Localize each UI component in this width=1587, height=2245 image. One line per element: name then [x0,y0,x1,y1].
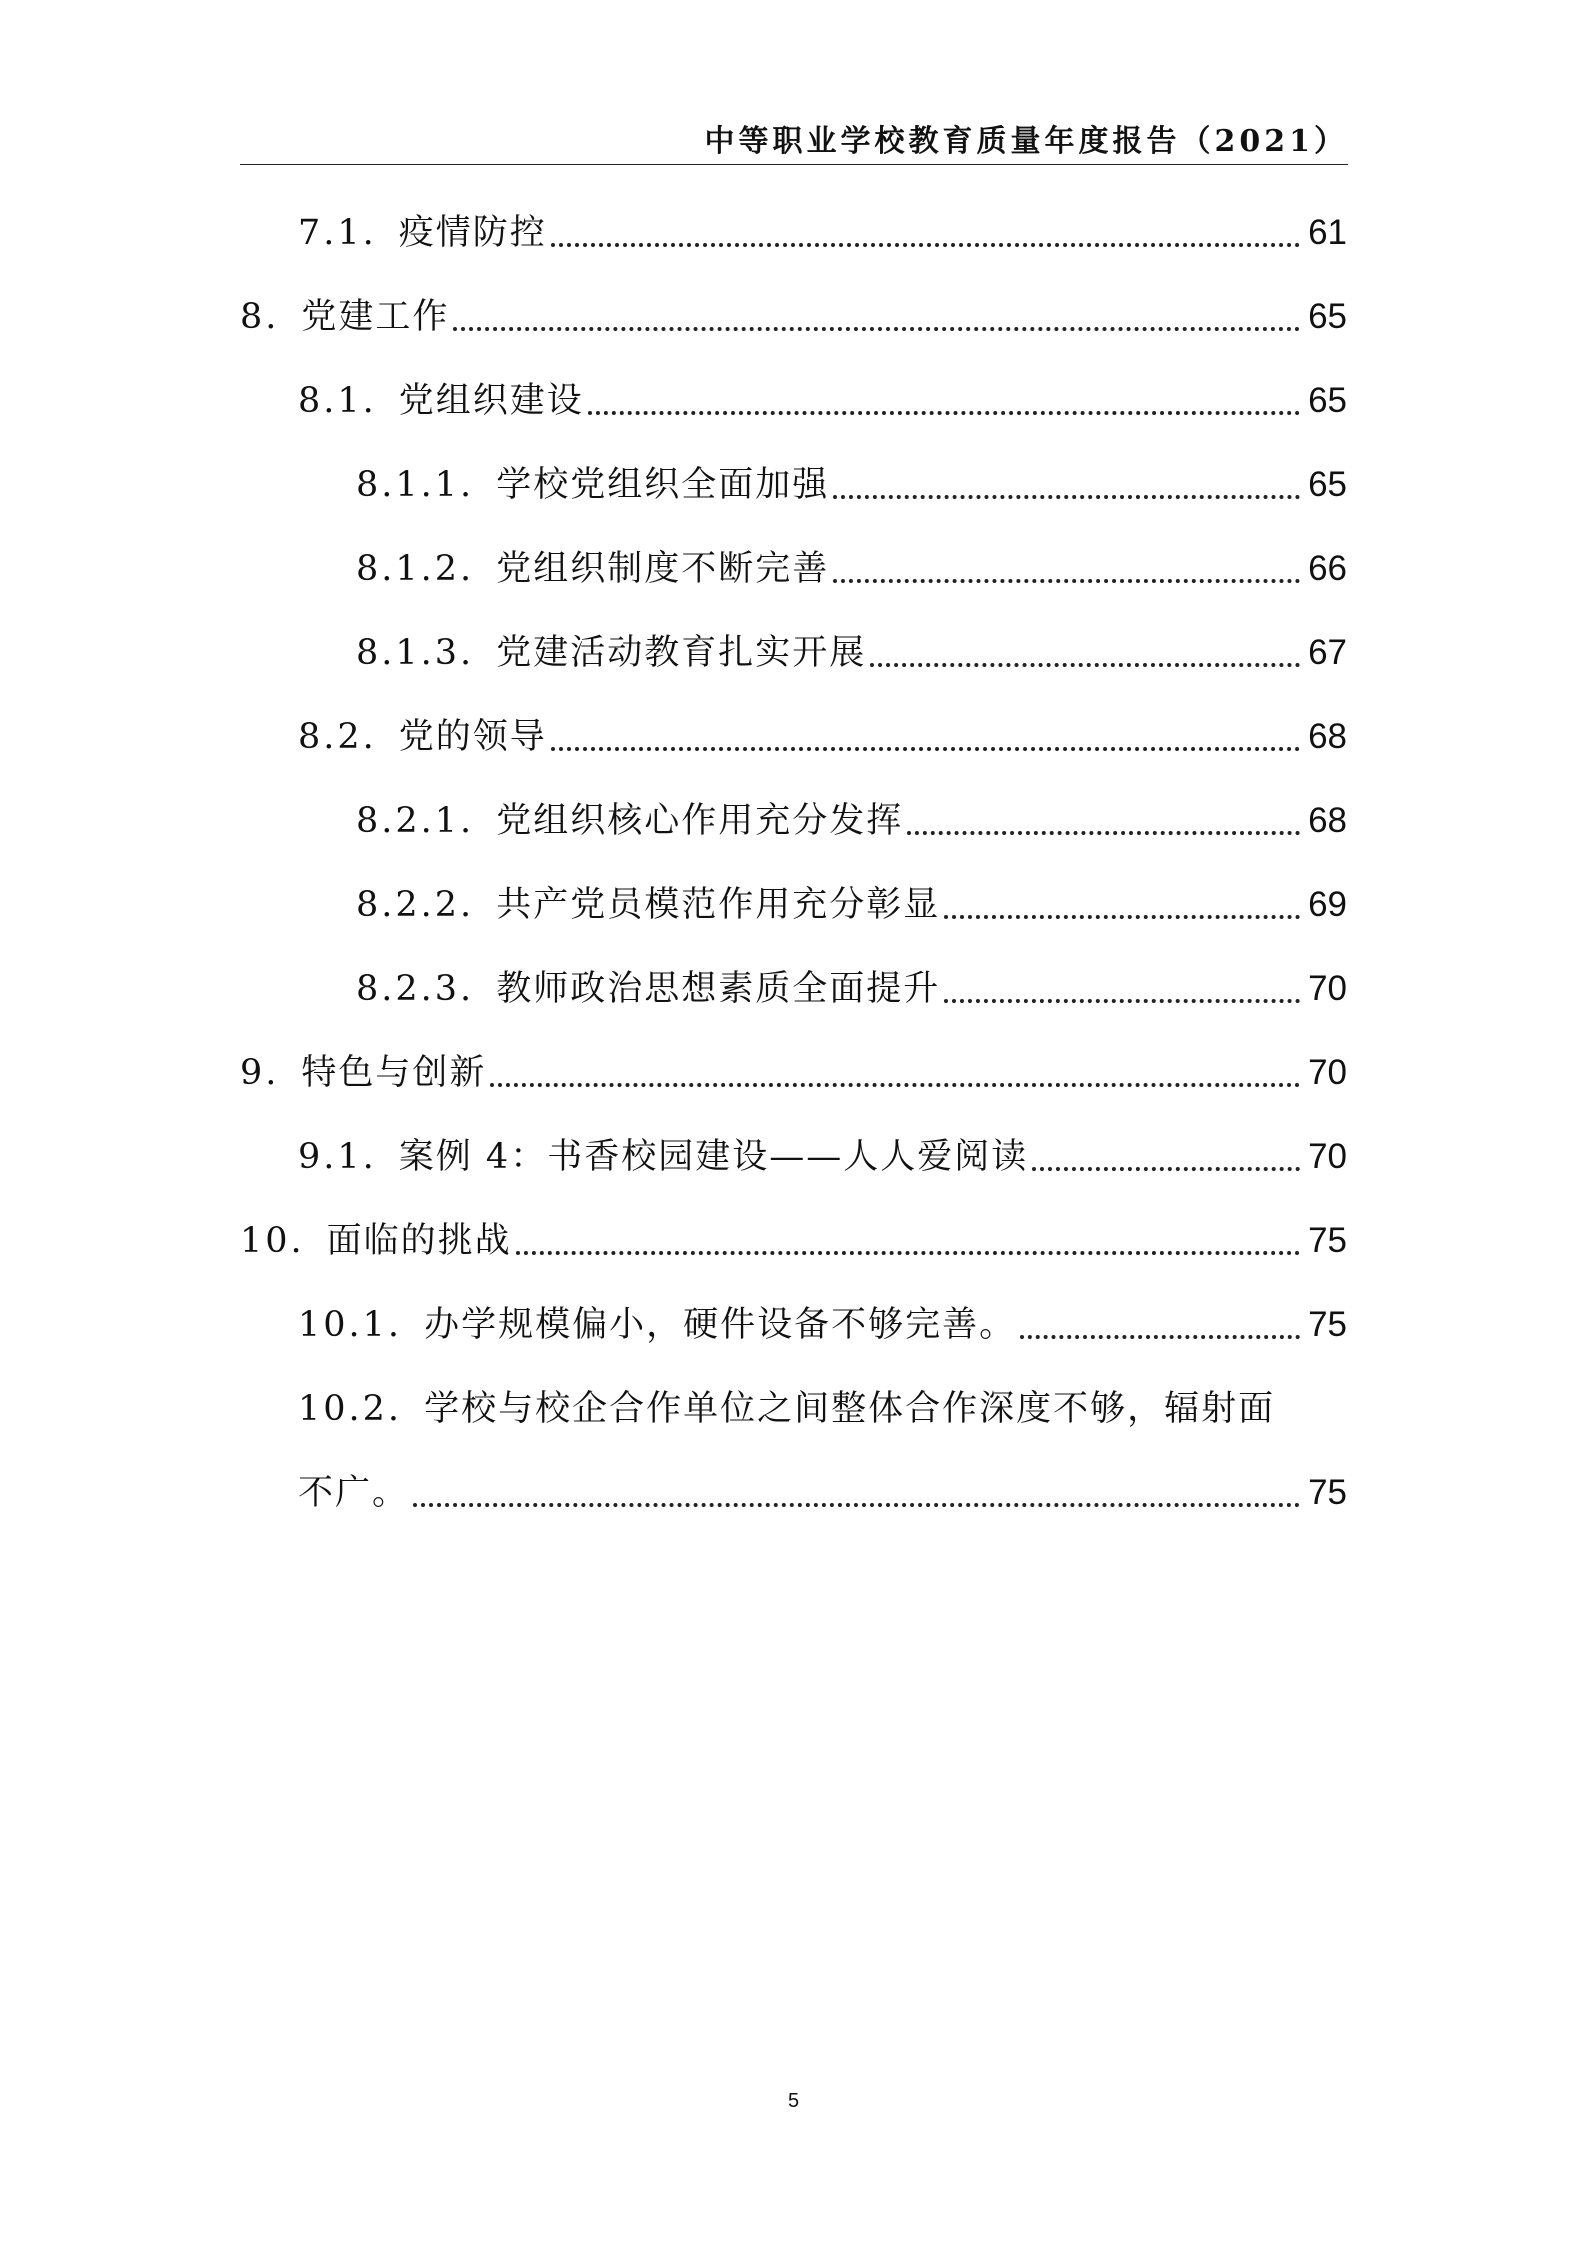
toc-entry-number: 8.2.2. [356,885,475,925]
toc-entry-title: 办学规模偏小，硬件设备不够完善。 [424,1305,1017,1345]
toc-entry-page: 70 [1308,969,1347,1008]
toc-entry-page: 65 [1308,297,1347,336]
toc-entry[interactable] [240,1048,1347,1098]
dot-leader [453,327,1300,331]
toc-entry-number: 8.2.1. [356,801,475,841]
toc-entry-title: 教师政治思想素质全面提升 [496,969,941,1009]
toc-entry-number: 10.2. [298,1389,403,1429]
dot-leader [413,1503,1300,1507]
toc-entry[interactable] [356,544,1347,594]
toc-entry-number: 8. [240,297,280,337]
toc-entry-page: 61 [1308,213,1347,252]
toc-entry-number: 8.1.2. [356,549,475,589]
toc-entry[interactable] [240,292,1347,342]
toc-entry[interactable] [356,964,1347,1014]
dot-leader [833,495,1300,499]
toc-entry-title: 党建活动教育扎实开展 [496,633,867,673]
toc-entry-page: 67 [1308,633,1347,672]
toc-entry-page: 66 [1308,549,1347,588]
toc-entry[interactable] [298,376,1347,426]
toc-entry-number: 9.1. [298,1137,377,1177]
toc-entry[interactable] [298,712,1347,762]
toc-entry-page: 75 [1308,1221,1347,1260]
running-header: 中等职业学校教育质量年度报告（2021） [704,124,1348,159]
dot-leader [1032,1167,1300,1171]
toc-entry-page: 70 [1308,1137,1347,1176]
toc-entry-title: 党组织核心作用充分发挥 [496,801,904,841]
toc-entry[interactable] [298,1132,1347,1182]
page-number: 5 [787,2090,800,2112]
toc-entry[interactable] [240,1216,1347,1266]
toc-entry[interactable] [356,628,1347,678]
dot-leader [944,915,1300,919]
dot-leader [490,1083,1300,1087]
toc-entry-title-continued: 不广。 [298,1473,410,1513]
toc-entry-number: 10. [240,1221,305,1261]
toc-entry-number: 10.1. [298,1305,403,1345]
toc-entry-title: 疫情防控 [398,213,547,253]
toc-entry-page: 68 [1308,801,1347,840]
dot-leader [907,831,1300,835]
toc-entry-line2[interactable] [298,1468,1347,1518]
dot-leader [1020,1335,1300,1339]
toc-entry[interactable] [356,796,1347,846]
toc-entry-title: 党的领导 [398,717,547,757]
toc-entry-page: 70 [1308,1053,1347,1092]
dot-leader [516,1251,1300,1255]
toc-entry-number: 8.1.3. [356,633,475,673]
dot-leader [870,663,1300,667]
dot-leader [944,999,1300,1003]
toc-entry-title: 学校党组织全面加强 [496,465,830,505]
toc-entry-page: 65 [1308,381,1347,420]
toc-entry-title: 党建工作 [301,297,450,337]
toc-entry-title: 党组织制度不断完善 [496,549,830,589]
toc-entry[interactable] [356,460,1347,510]
toc-entry[interactable] [298,1300,1347,1350]
toc-entry-title: 案例 4：书香校园建设——人人爱阅读 [398,1137,1029,1177]
toc-entry-number: 8.1.1. [356,465,475,505]
toc-entry-page: 75 [1308,1305,1347,1344]
toc-entry-title: 学校与校企合作单位之间整体合作深度不够，辐射面 [424,1389,1276,1429]
toc-entry-number: 8.2.3. [356,969,475,1009]
dot-leader [588,411,1300,415]
toc-entry-page: 68 [1308,717,1347,756]
toc-entry-title: 党组织建设 [398,381,584,421]
dot-leader [551,243,1300,247]
toc-entry-title: 面临的挑战 [326,1221,512,1261]
toc-entry-number: 7.1. [298,213,377,253]
toc-entry-number: 9. [240,1053,280,1093]
toc-entry-title: 特色与创新 [301,1053,487,1093]
toc-entry-title: 共产党员模范作用充分彰显 [496,885,941,925]
toc-entry-number: 8.1. [298,381,377,421]
toc-entry-page: 65 [1308,465,1347,504]
toc-entry-page: 69 [1308,885,1347,924]
dot-leader [833,579,1300,583]
toc-entry-page: 75 [1308,1473,1347,1512]
toc-entry-line1[interactable] [298,1384,1347,1434]
toc-entry[interactable] [298,208,1347,258]
toc-entry-number: 8.2. [298,717,377,757]
header-divider [240,164,1348,165]
dot-leader [551,747,1300,751]
toc-entry[interactable] [356,880,1347,930]
